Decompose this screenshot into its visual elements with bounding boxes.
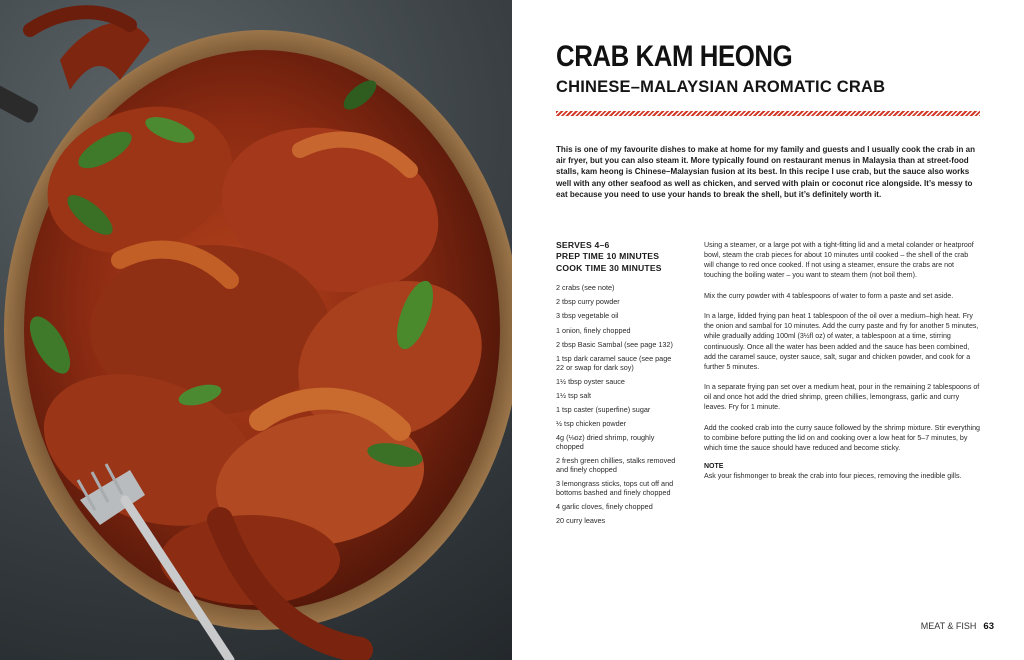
page-footer (921, 621, 994, 632)
ingredient-item: 3 lemongrass sticks, tops cut off and bottoms bashed and finely chopped (556, 479, 674, 497)
note-heading: NOTE (704, 462, 724, 470)
ingredient-item: 1 tsp caster (superfine) sugar (556, 405, 651, 415)
method-step: In a large, lidded frying pan heat 1 tablespoon of the oil over a medium–high heat. Fry the onion and sambal for 10 minutes. Add the curry paste and fry for another 5 minutes, while gradually adding 100ml (3½fl oz) of water, a tablespoon at a time, stirring continuously. Once all the water has been added and the sauce has been combined, add the caramel sauce, oyster sauce, salt, sugar and chicken powder, and cook for a further 5 minutes. (704, 312, 979, 371)
ingredient-item: 20 curry leaves (556, 516, 606, 525)
cook-time: COOK TIME 30 MINUTES (556, 262, 662, 273)
ingredient-item: 2 fresh green chillies, stalks removed and finely chopped (556, 456, 676, 474)
recipe-title: CRAB KAM HEONG (556, 40, 793, 73)
ingredient-item: 2 tbsp Basic Sambal (see page 132) (556, 339, 673, 349)
note-text: Ask your fishmonger to break the crab into four pieces, removing the inedible gills. (704, 471, 962, 480)
method-step: Using a steamer, or a large pot with a tight-fitting lid and a metal colander or heatproof bowl, steam the crab pieces for about 10 minutes until cooked – the shell of the crab will change to red once cooked. If not using a steamer, ensure the crabs are not touching the boiling water – you want to steam them (not boil them). (704, 241, 974, 280)
ingredient-item: 1½ tsp salt (556, 390, 592, 400)
pan-handle (0, 79, 40, 125)
ingredient-item: 3 tbsp vegetable oil (556, 311, 619, 321)
page-number: 63 (983, 621, 994, 632)
ingredient-list (556, 284, 678, 531)
decorative-rule (556, 111, 980, 116)
ingredient-item: 1½ tbsp oyster sauce (556, 376, 625, 386)
recipe-intro: This is one of my favourite dishes to make at home for my family and guests and I usually cook the crab in an air fryer, but you can also steam it. More typically found on restaurant menus in Malaysia than at street-food stalls, kam heong is Chinese–Malaysian fusion at its best. In this recipe I use crab, but the sauce also works well with any other seafood as well as chicken, and served with plain or coconut rice alongside. It’s messy to eat because you need to use your hands to break the shell, but it’s definitely worth it. (556, 145, 975, 199)
ingredient-item: 4g (⅛oz) dried shrimp, roughly chopped (556, 433, 655, 452)
method-step: Mix the curry powder with 4 tablespoons of water to form a paste and set aside. (704, 291, 954, 300)
method-step: Add the cooked crab into the curry sauce followed by the shrimp mixture. Stir everything to combine before putting the lid on and cooking over a low heat for 5–7 minutes, by which time the sauce should have reduced and become sticky. (704, 423, 981, 453)
ingredient-item: 2 tbsp curry powder (556, 297, 620, 307)
recipe-subtitle: CHINESE–MALAYSIAN AROMATIC CRAB (556, 78, 886, 96)
ingredient-item: 2 crabs (see note) (556, 283, 615, 292)
section-name: MEAT & FISH (920, 621, 977, 631)
recipe-page (512, 0, 1024, 660)
method-steps (704, 240, 980, 491)
method-step: In a separate frying pan set over a medium heat, pour in the remaining 2 tablespoons of oil and once hot add the dried shrimp, green chillies, lemongrass, garlic and curry leaves. Fry for 1 minute. (704, 383, 980, 412)
prep-time: PREP TIME 10 MINUTES (556, 251, 660, 262)
ingredient-item: 1 tsp dark caramel sauce (see page 22 or swap for dark soy) (556, 353, 672, 372)
recipe-meta (556, 240, 676, 274)
ingredient-item: ½ tsp chicken powder (556, 419, 627, 429)
ingredient-item: 4 garlic cloves, finely chopped (556, 501, 653, 511)
ingredient-item: 1 onion, finely chopped (556, 325, 631, 335)
serves: SERVES 4–6 (556, 240, 610, 250)
